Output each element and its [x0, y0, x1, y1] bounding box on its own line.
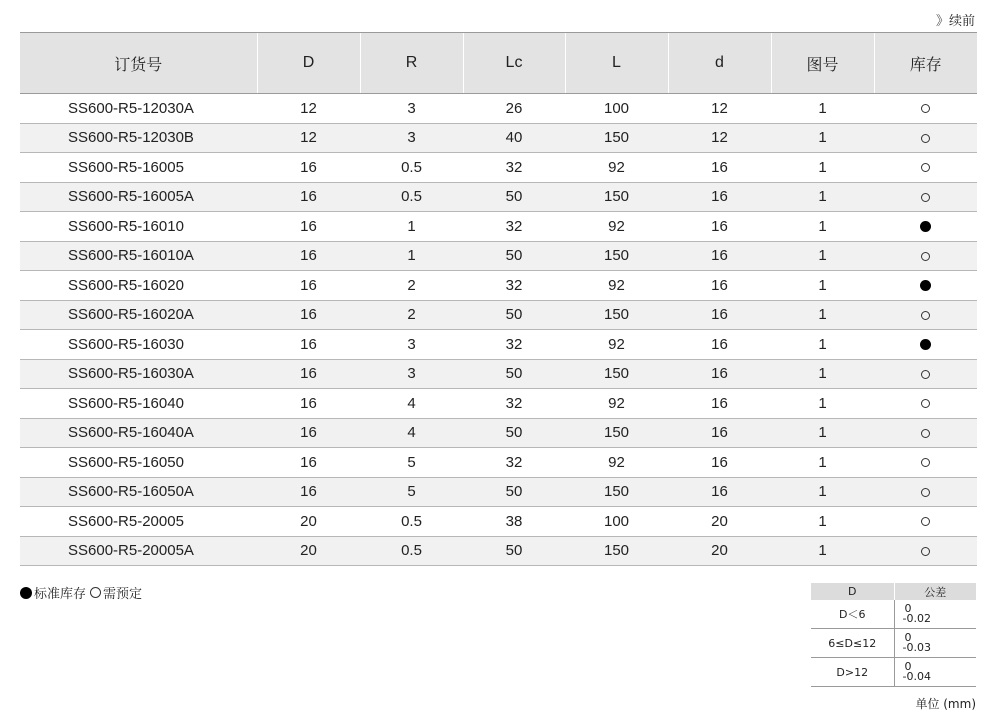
tolerance-lower: -0.03 [902, 641, 931, 654]
tolerance-header-tol: 公差 [894, 583, 976, 600]
cell-r: 4 [360, 418, 463, 448]
cell-code: SS600-R5-16005A [20, 182, 257, 212]
cell-lc: 32 [463, 153, 565, 183]
cell-lc: 50 [463, 300, 565, 330]
cell-shank-d: 16 [668, 271, 771, 301]
cell-l: 150 [565, 418, 668, 448]
cell-lc: 50 [463, 182, 565, 212]
cell-stock [874, 330, 977, 360]
cell-code: SS600-R5-20005A [20, 536, 257, 566]
cell-stock [874, 507, 977, 537]
open-circle-icon [921, 370, 930, 379]
table-row [20, 94, 977, 124]
cell-lc: 32 [463, 448, 565, 478]
cell-lc: 50 [463, 359, 565, 389]
cell-d-diameter: 16 [257, 300, 360, 330]
table-row [20, 271, 977, 301]
cell-figure: 1 [771, 271, 874, 301]
cell-d-diameter: 20 [257, 507, 360, 537]
cell-figure: 1 [771, 212, 874, 242]
tolerance-condition: D＜6 [811, 600, 894, 629]
cell-d-diameter: 16 [257, 241, 360, 271]
cell-lc: 50 [463, 477, 565, 507]
cell-lc: 32 [463, 330, 565, 360]
cell-code: SS600-R5-12030A [20, 94, 257, 124]
cell-shank-d: 16 [668, 182, 771, 212]
cell-stock [874, 94, 977, 124]
cell-code: SS600-R5-16030 [20, 330, 257, 360]
cell-r: 0.5 [360, 182, 463, 212]
open-circle-icon [921, 252, 930, 261]
cell-shank-d: 16 [668, 359, 771, 389]
col-header-code: 订货号 [20, 33, 257, 94]
cell-shank-d: 16 [668, 300, 771, 330]
cell-d-diameter: 16 [257, 359, 360, 389]
cell-stock [874, 241, 977, 271]
tolerance-upper: 0 [904, 602, 912, 615]
col-header-d-diameter: D [257, 33, 360, 94]
cell-r: 2 [360, 271, 463, 301]
tolerance-value [894, 658, 976, 687]
table-row [20, 448, 977, 478]
cell-lc: 32 [463, 271, 565, 301]
cell-d-diameter: 16 [257, 477, 360, 507]
cell-figure: 1 [771, 153, 874, 183]
cell-stock [874, 271, 977, 301]
col-header-figure: 图号 [771, 33, 874, 94]
cell-l: 100 [565, 94, 668, 124]
tolerance-header-d: D [811, 583, 894, 600]
cell-r: 1 [360, 212, 463, 242]
cell-stock [874, 123, 977, 153]
cell-shank-d: 16 [668, 389, 771, 419]
tolerance-body [811, 600, 976, 687]
cell-figure: 1 [771, 182, 874, 212]
cell-shank-d: 20 [668, 507, 771, 537]
cell-figure: 1 [771, 477, 874, 507]
tolerance-value [894, 600, 976, 629]
open-circle-icon [921, 193, 930, 202]
cell-code: SS600-R5-16020A [20, 300, 257, 330]
cell-shank-d: 20 [668, 536, 771, 566]
table-row [20, 123, 977, 153]
cell-l: 150 [565, 359, 668, 389]
cell-figure: 1 [771, 300, 874, 330]
unit-note: 单位 (mm) [915, 697, 976, 711]
cell-r: 3 [360, 94, 463, 124]
cell-d-diameter: 16 [257, 448, 360, 478]
cell-d-diameter: 16 [257, 182, 360, 212]
cell-stock [874, 182, 977, 212]
cell-l: 92 [565, 153, 668, 183]
tolerance-table [811, 583, 976, 687]
cell-r: 4 [360, 389, 463, 419]
cell-shank-d: 12 [668, 94, 771, 124]
col-header-l: L [565, 33, 668, 94]
cell-lc: 26 [463, 94, 565, 124]
cell-l: 92 [565, 448, 668, 478]
cell-l: 150 [565, 123, 668, 153]
cell-d-diameter: 12 [257, 123, 360, 153]
cell-lc: 50 [463, 418, 565, 448]
cell-d-diameter: 16 [257, 212, 360, 242]
cell-shank-d: 16 [668, 418, 771, 448]
cell-figure: 1 [771, 507, 874, 537]
product-table [20, 32, 977, 566]
cell-code: SS600-R5-20005 [20, 507, 257, 537]
cell-code: SS600-R5-16005 [20, 153, 257, 183]
cell-r: 3 [360, 359, 463, 389]
tolerance-condition: D>12 [811, 658, 894, 687]
cell-stock [874, 153, 977, 183]
open-circle-icon [921, 311, 930, 320]
cell-d-diameter: 16 [257, 271, 360, 301]
cell-lc: 32 [463, 212, 565, 242]
col-header-r: R [360, 33, 463, 94]
col-header-shank-d: d [668, 33, 771, 94]
cell-l: 92 [565, 271, 668, 301]
cell-lc: 32 [463, 389, 565, 419]
cell-l: 150 [565, 241, 668, 271]
cell-figure: 1 [771, 359, 874, 389]
cell-code: SS600-R5-12030B [20, 123, 257, 153]
cell-figure: 1 [771, 94, 874, 124]
cell-d-diameter: 16 [257, 330, 360, 360]
filled-circle-icon [920, 280, 931, 291]
table-row [20, 182, 977, 212]
open-circle-icon [921, 163, 930, 172]
cell-lc: 40 [463, 123, 565, 153]
tolerance-upper: 0 [904, 631, 912, 644]
open-circle-icon [921, 458, 930, 467]
tolerance-row [811, 658, 976, 687]
cell-l: 92 [565, 389, 668, 419]
cell-l: 92 [565, 330, 668, 360]
cell-code: SS600-R5-16040 [20, 389, 257, 419]
cell-figure: 1 [771, 241, 874, 271]
table-header-row [20, 33, 977, 94]
cell-l: 100 [565, 507, 668, 537]
tolerance-lower: -0.02 [902, 612, 931, 625]
tolerance-condition: 6≤D≤12 [811, 629, 894, 658]
cell-stock [874, 212, 977, 242]
cell-figure: 1 [771, 389, 874, 419]
cell-stock [874, 536, 977, 566]
open-circle-icon [921, 104, 930, 113]
col-header-lc: Lc [463, 33, 565, 94]
cell-shank-d: 12 [668, 123, 771, 153]
table-row [20, 300, 977, 330]
open-circle-icon [921, 429, 930, 438]
cell-d-diameter: 12 [257, 94, 360, 124]
cell-figure: 1 [771, 536, 874, 566]
cell-stock [874, 389, 977, 419]
col-header-stock: 库存 [874, 33, 977, 94]
cell-r: 3 [360, 330, 463, 360]
cell-l: 150 [565, 182, 668, 212]
cell-d-diameter: 20 [257, 536, 360, 566]
cell-figure: 1 [771, 418, 874, 448]
table-row [20, 389, 977, 419]
table-row [20, 477, 977, 507]
cell-code: SS600-R5-16010A [20, 241, 257, 271]
cell-lc: 50 [463, 536, 565, 566]
cell-d-diameter: 16 [257, 389, 360, 419]
cell-l: 92 [565, 212, 668, 242]
tolerance-header-row [811, 583, 976, 600]
cell-code: SS600-R5-16020 [20, 271, 257, 301]
cell-code: SS600-R5-16050A [20, 477, 257, 507]
cell-shank-d: 16 [668, 212, 771, 242]
cell-shank-d: 16 [668, 477, 771, 507]
table-row [20, 212, 977, 242]
cell-lc: 38 [463, 507, 565, 537]
table-row [20, 536, 977, 566]
cell-r: 5 [360, 477, 463, 507]
legend-order-label: 需预定 [103, 587, 143, 602]
open-circle-icon [921, 399, 930, 408]
cell-r: 0.5 [360, 153, 463, 183]
cell-r: 0.5 [360, 507, 463, 537]
cell-stock [874, 359, 977, 389]
open-circle-icon [921, 547, 930, 556]
cell-stock [874, 418, 977, 448]
cell-shank-d: 16 [668, 153, 771, 183]
continued-note: 》续前 [935, 14, 975, 29]
table-row [20, 153, 977, 183]
table-row [20, 359, 977, 389]
cell-shank-d: 16 [668, 241, 771, 271]
filled-circle-icon [20, 587, 32, 599]
cell-code: SS600-R5-16030A [20, 359, 257, 389]
cell-d-diameter: 16 [257, 418, 360, 448]
cell-stock [874, 300, 977, 330]
cell-stock [874, 477, 977, 507]
filled-circle-icon [920, 221, 931, 232]
table-body [20, 94, 977, 566]
cell-figure: 1 [771, 330, 874, 360]
cell-r: 5 [360, 448, 463, 478]
cell-r: 3 [360, 123, 463, 153]
cell-code: SS600-R5-16040A [20, 418, 257, 448]
cell-r: 2 [360, 300, 463, 330]
table-row [20, 507, 977, 537]
tolerance-upper: 0 [904, 660, 912, 673]
cell-stock [874, 448, 977, 478]
cell-figure: 1 [771, 448, 874, 478]
legend-standard-label: 标准库存 [34, 587, 87, 602]
cell-shank-d: 16 [668, 330, 771, 360]
open-circle-icon [921, 134, 930, 143]
cell-code: SS600-R5-16010 [20, 212, 257, 242]
cell-lc: 50 [463, 241, 565, 271]
stock-legend [20, 583, 142, 602]
cell-code: SS600-R5-16050 [20, 448, 257, 478]
tolerance-value [894, 629, 976, 658]
open-circle-icon [921, 517, 930, 526]
cell-shank-d: 16 [668, 448, 771, 478]
table-row [20, 241, 977, 271]
cell-l: 150 [565, 477, 668, 507]
cell-d-diameter: 16 [257, 153, 360, 183]
tolerance-row [811, 600, 976, 629]
cell-figure: 1 [771, 123, 874, 153]
filled-circle-icon [920, 339, 931, 350]
cell-r: 1 [360, 241, 463, 271]
tolerance-row [811, 629, 976, 658]
table-row [20, 330, 977, 360]
open-circle-icon [921, 488, 930, 497]
cell-l: 150 [565, 300, 668, 330]
cell-r: 0.5 [360, 536, 463, 566]
open-circle-icon [90, 587, 101, 598]
table-row [20, 418, 977, 448]
cell-l: 150 [565, 536, 668, 566]
tolerance-lower: -0.04 [902, 670, 931, 683]
